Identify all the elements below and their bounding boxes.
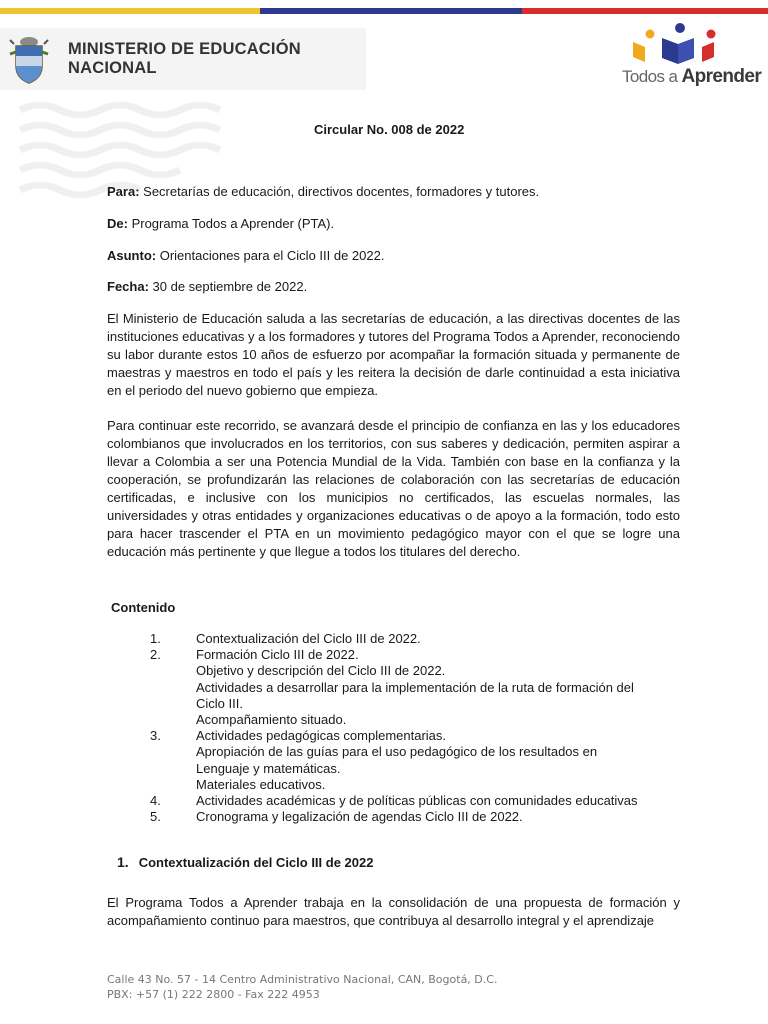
section-title: Contextualización del Ciclo III de 2022 xyxy=(138,855,374,870)
intro-paragraph: El Ministerio de Educación saluda a las secretarías de educación, a las directivas docentes de las instituciones educativas y a los formadores y tutores del Programa Todos a Aprender, reconociendo su labor durante estos 10 años de esfuerzo por acompañar la formación situada y permanente de maestras y maestros en todo el país y les reitera la decisión de darle continuidad a esta iniciativa en el periodo del nuevo gobierno que empieza. xyxy=(107,311,680,398)
toc-line: Lenguaje y matemáticas. xyxy=(196,760,341,776)
toc-line: Formación Ciclo III de 2022. xyxy=(196,647,359,663)
toc-line: Cronograma y legalización de agendas Ciclo III de 2022. xyxy=(196,809,523,825)
recipients-label: Para: xyxy=(107,184,140,199)
toc-item xyxy=(150,647,690,728)
circular-number: Circular No. 008 de 2022 xyxy=(314,122,465,137)
toc-item-text xyxy=(196,809,690,825)
toc-line: Materiales educativos. xyxy=(196,776,326,792)
toc-item-text xyxy=(196,793,690,809)
footer-contact xyxy=(107,972,497,1002)
toc-item-number: 1. xyxy=(150,631,161,646)
toc-item-number: 5. xyxy=(150,809,161,825)
toc-item-text xyxy=(196,728,690,793)
toc-item-text xyxy=(196,647,690,728)
subject-label: Asunto: xyxy=(107,248,157,263)
section-heading xyxy=(117,854,373,870)
recipients-field xyxy=(107,184,539,199)
flag-color-bar xyxy=(0,8,768,14)
toc-item xyxy=(150,809,690,825)
subject-field xyxy=(107,248,384,263)
footer-address: Calle 43 No. 57 - 14 Centro Administrativo Nacional, CAN, Bogotá, D.C. xyxy=(107,973,498,986)
flag-red-stripe xyxy=(522,8,768,14)
toc-item-text xyxy=(196,631,690,647)
toc-line: Acompañamiento situado. xyxy=(196,712,347,728)
flag-blue-stripe xyxy=(260,8,522,14)
table-of-contents xyxy=(150,631,690,825)
toc-line: Actividades académicas y de políticas públicas con comunidades educativas xyxy=(196,793,638,809)
sender-value: Programa Todos a Aprender (PTA). xyxy=(127,216,335,231)
toc-line: Actividades a desarrollar para la implementación de la ruta de formación del xyxy=(196,679,634,695)
sender-field xyxy=(107,216,334,231)
decorative-waves xyxy=(0,100,260,220)
coat-of-arms-icon xyxy=(8,34,50,86)
toc-item xyxy=(150,631,690,647)
date-label: Fecha: xyxy=(107,279,149,294)
ministry-name-line1: MINISTERIO DE EDUCACIÓN xyxy=(68,40,301,58)
toc-line: Ciclo III. xyxy=(196,695,243,711)
toc-line: Contextualización del Ciclo III de 2022. xyxy=(196,631,421,646)
footer-phone: PBX: +57 (1) 222 2800 - Fax 222 4953 xyxy=(107,988,320,1001)
logo-wordmark-light: Todos a xyxy=(622,67,682,86)
flag-yellow-stripe xyxy=(0,8,260,14)
subject-value: Orientaciones para el Ciclo III de 2022. xyxy=(156,248,385,263)
toc-item-number: 3. xyxy=(150,728,161,744)
logo-wordmark-bold: Aprender xyxy=(681,66,762,87)
ministry-name xyxy=(68,40,301,78)
section-paragraph: El Programa Todos a Aprender trabaja en la consolidación de una propuesta de formación y acompañamiento continuo para maestros, que contribuya al desarrollo integral y el aprendizaje xyxy=(107,895,680,928)
ministry-name-line2: NACIONAL xyxy=(68,59,157,77)
toc-item xyxy=(150,728,690,793)
toc-line: Actividades pedagógicas complementarias. xyxy=(196,728,447,744)
date-field xyxy=(107,279,307,294)
toc-item-number: 4. xyxy=(150,793,161,809)
toc-line: Apropiación de las guías para el uso pedagógico de los resultados en xyxy=(196,744,598,760)
recipients-value: Secretarías de educación, directivos docentes, formadores y tutores. xyxy=(139,184,540,199)
context-paragraph: Para continuar este recorrido, se avanzará desde el principio de confianza en las y los educadores colombianos que involucrados en los territorios, con sus saberes y dedicación, permiten aspirar a llevar a Colombia a ser una Potencia Mundial de la Vida. También con base en la confianza y la cooperación, se profundizarán las relaciones de colaboración con las secretarías de educación certificadas, e inclusive con los municipios no certificados, las escuelas normales, las universidades y otras entidades y organizaciones educativas o de apoyo a la formación, todo esto para hacer trascender el PTA en un movimiento pedagógico mayor con el que se logre una educación más pertinente y que llegue a todos los titulares del derecho. xyxy=(107,418,680,559)
sender-label: De: xyxy=(107,216,128,231)
toc-item-number: 2. xyxy=(150,647,161,663)
contents-heading: Contenido xyxy=(111,600,176,615)
date-value: 30 de septiembre de 2022. xyxy=(148,279,308,294)
toc-item xyxy=(150,793,690,809)
section-number: 1. xyxy=(117,854,129,870)
toc-line: Objetivo y descripción del Ciclo III de 2022. xyxy=(196,663,446,679)
logo-wordmark xyxy=(622,66,761,88)
